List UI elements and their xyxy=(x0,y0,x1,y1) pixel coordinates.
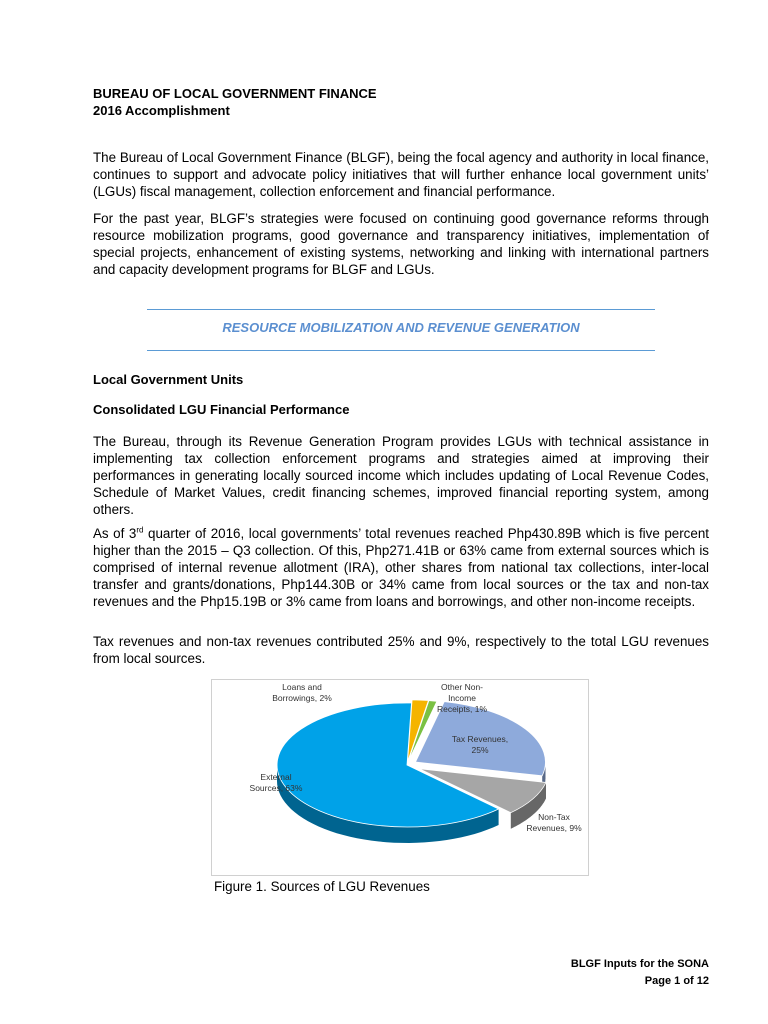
agency-title: BUREAU OF LOCAL GOVERNMENT FINANCE xyxy=(93,86,377,101)
p4-start: As of 3 xyxy=(93,526,137,541)
section-heading: Local Government Units xyxy=(93,372,244,387)
figure-caption: Figure 1. Sources of LGU Revenues xyxy=(214,879,430,894)
subsection-heading: Consolidated LGU Financial Performance xyxy=(93,402,350,417)
banner-top-rule xyxy=(147,309,655,310)
pie-slice-label: Non-Tax Revenues, 9% xyxy=(526,812,582,833)
body-paragraph-5: Tax revenues and non-tax revenues contributed 25% and 9%, respectively to the total LGU revenues from local sources. xyxy=(93,634,709,666)
intro-paragraph-2: For the past year, BLGF’s strategies were focused on continuing good governance reforms through resource mobilization programs, good governance and transparency initiatives, implementation of special projects, enhancement of existing systems, networking and linking with international partners and capacity development programs for BLGF and LGUs. xyxy=(93,211,709,277)
pie-slice-label: Loans and Borrowings, 2% xyxy=(272,682,332,703)
pie-chart-figure xyxy=(211,679,589,876)
footer-page-number: Page 1 of 12 xyxy=(644,975,709,987)
intro-paragraph-1: The Bureau of Local Government Finance (BLGF), being the focal agency and authority in local finance, continues to support and advocate policy initiatives that will further enhance local government units’ (LGUs) fiscal management, collection enforcement and financial performance. xyxy=(93,150,709,199)
p4-rest: quarter of 2016, local governments’ total revenues reached Php430.89B which is five percent higher than the 2015 – Q3 collection. Of this, Php271.41B or 63% came from external sources which is comprised of internal revenue allotment (IRA), other shares from national tax collections, inter-local transfer and grants/donations, Php144.30B or 34% came from local sources or the tax and non-tax revenues and the Php15.19B or 3% came from loans and borrowings, and other non-income receipts. xyxy=(93,526,709,609)
section-banner: RESOURCE MOBILIZATION AND REVENUE GENERATION xyxy=(222,320,580,335)
body-paragraph-4 xyxy=(93,525,709,610)
document-subtitle: 2016 Accomplishment xyxy=(93,103,230,118)
body-paragraph-3: The Bureau, through its Revenue Generation Program provides LGUs with technical assistance in implementing tax collection enforcement programs and strategies aimed at improving their performances in generating locally sourced income which includes updating of Local Revenue Codes, Schedule of Market Values, credit financing schemes, improved financial reporting system, among others. xyxy=(93,434,709,517)
pie-chart-svg xyxy=(212,680,588,875)
pie-slice-label: Other Non-Income Receipts, 1% xyxy=(436,682,488,714)
banner-bottom-rule xyxy=(147,350,655,351)
footer-title: BLGF Inputs for the SONA xyxy=(570,958,709,970)
p4-superscript: rd xyxy=(136,525,144,535)
pie-slice-label: Tax Revenues, 25% xyxy=(451,734,509,755)
pie-slice-label: External Sources, 63% xyxy=(249,772,303,793)
